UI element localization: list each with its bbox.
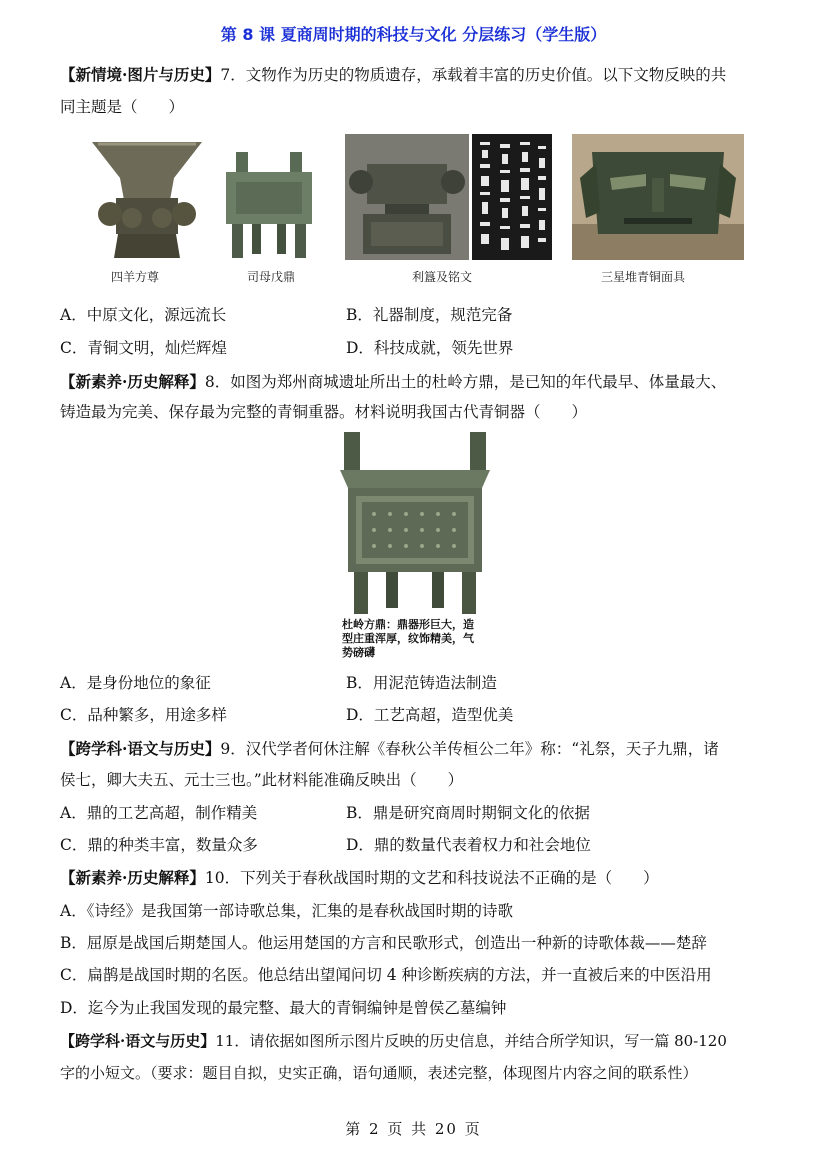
q9-option-d[interactable]: D．鼎的数量代表着权力和社会地位 (346, 836, 591, 854)
q9-line1 (60, 738, 719, 760)
q7-text: 7．文物作为历史的物质遗存，承载着丰富的历史价值。以下文物反映的共 (220, 66, 727, 84)
sanxingdui-mask-image (572, 134, 744, 260)
li-gui-inscription-image (472, 134, 552, 260)
q9-tag: 【跨学科·语文与历史】 (60, 739, 221, 758)
caption-simuwu-ding: 司母戊鼎 (247, 270, 296, 284)
q10-tag: 【新素养·历史解释】 (60, 868, 205, 887)
four-rams-zun-image (88, 138, 206, 260)
q9-text: 9．汉代学者何休注解《春秋公羊传桓公二年》称：“礼祭，天子九鼎，诸 (220, 740, 719, 758)
q10-option-a[interactable]: A．《诗经》是我国第一部诗歌总集，汇集的是春秋战国时期的诗歌 (60, 902, 513, 920)
q9-option-b[interactable]: B．鼎是研究商周时期铜文化的依据 (346, 804, 590, 822)
q9-line2: 侯七，卿大夫五、元士三也。”此材料能准确反映出（ ） (60, 771, 464, 789)
q10-option-b[interactable]: B．屈原是战国后期楚国人。他运用楚国的方言和民歌形式，创造出一种新的诗歌体裁——楚辞 (60, 934, 707, 952)
li-gui-image (345, 134, 469, 260)
duling-ding-image (340, 430, 492, 616)
q11-tag: 【跨学科·语文与历史】 (60, 1032, 216, 1050)
q11-line2: 字的小短文。（要求：题目自拟，史实正确，语句通顺，表述完整，体现图片内容之间的联系性） (60, 1064, 698, 1082)
q7-option-c[interactable]: C．青铜文明，灿烂辉煌 (60, 339, 227, 357)
q8-line1 (60, 371, 726, 393)
q7-line2: 同主题是（ ） (60, 98, 185, 116)
q10-text: 10．下列关于春秋战国时期的文艺和科技说法不正确的是（ ） (204, 869, 659, 887)
q11-line1 (60, 1030, 727, 1052)
caption-four-rams-zun: 四羊方尊 (111, 270, 160, 284)
simuwu-ding-image (222, 152, 316, 262)
q8-option-b[interactable]: B．用泥范铸造法制造 (346, 674, 497, 692)
q10-option-d[interactable]: D．迄今为止我国发现的最完整、最大的青铜编钟是曾侯乙墓编钟 (60, 999, 507, 1017)
q8-text: 8．如图为郑州商城遗址所出土的杜岭方鼎，是已知的年代最早、体量最大、 (204, 373, 727, 391)
caption-sanxingdui-mask: 三星堆青铜面具 (601, 270, 686, 284)
q10-line1 (60, 867, 659, 889)
duling-ding-caption: 杜岭方鼎：鼎器形巨大，造型庄重浑厚，纹饰精美，气势磅礴 (342, 618, 474, 659)
q8-option-d[interactable]: D．工艺高超，造型优美 (346, 706, 514, 724)
q11-text: 11．请依据如图所示图片反映的历史信息，并结合所学知识，写一篇 80-120 (215, 1032, 727, 1050)
q7-option-d[interactable]: D．科技成就，领先世界 (346, 339, 514, 357)
q7-option-a[interactable]: A．中原文化，源远流长 (60, 306, 227, 324)
q9-option-c[interactable]: C．鼎的种类丰富，数量众多 (60, 836, 258, 854)
q8-tag: 【新素养·历史解释】 (60, 372, 205, 391)
page-footer: 第 2 页 共 20 页 (345, 1120, 482, 1138)
page-title: 第 8 课 夏商周时期的科技与文化 分层练习（学生版） (220, 25, 607, 44)
q8-line2: 铸造最为完美、保存最为完整的青铜重器。材料说明我国古代青铜器（ ） (60, 403, 588, 421)
q8-option-c[interactable]: C．品种繁多，用途多样 (60, 706, 227, 724)
q10-option-c[interactable]: C．扁鹊是战国时期的名医。他总结出望闻问切 4 种诊断疾病的方法，并一直被后来的中医沿用 (60, 966, 712, 984)
q8-option-a[interactable]: A．是身份地位的象征 (60, 674, 211, 692)
q7-line1 (60, 64, 726, 86)
q9-option-a[interactable]: A．鼎的工艺高超，制作精美 (60, 804, 258, 822)
caption-li-gui: 利簋及铭文 (412, 270, 473, 284)
q7-option-b[interactable]: B．礼器制度，规范完备 (346, 306, 513, 324)
q7-tag: 【新情境·图片与历史】 (60, 65, 221, 84)
